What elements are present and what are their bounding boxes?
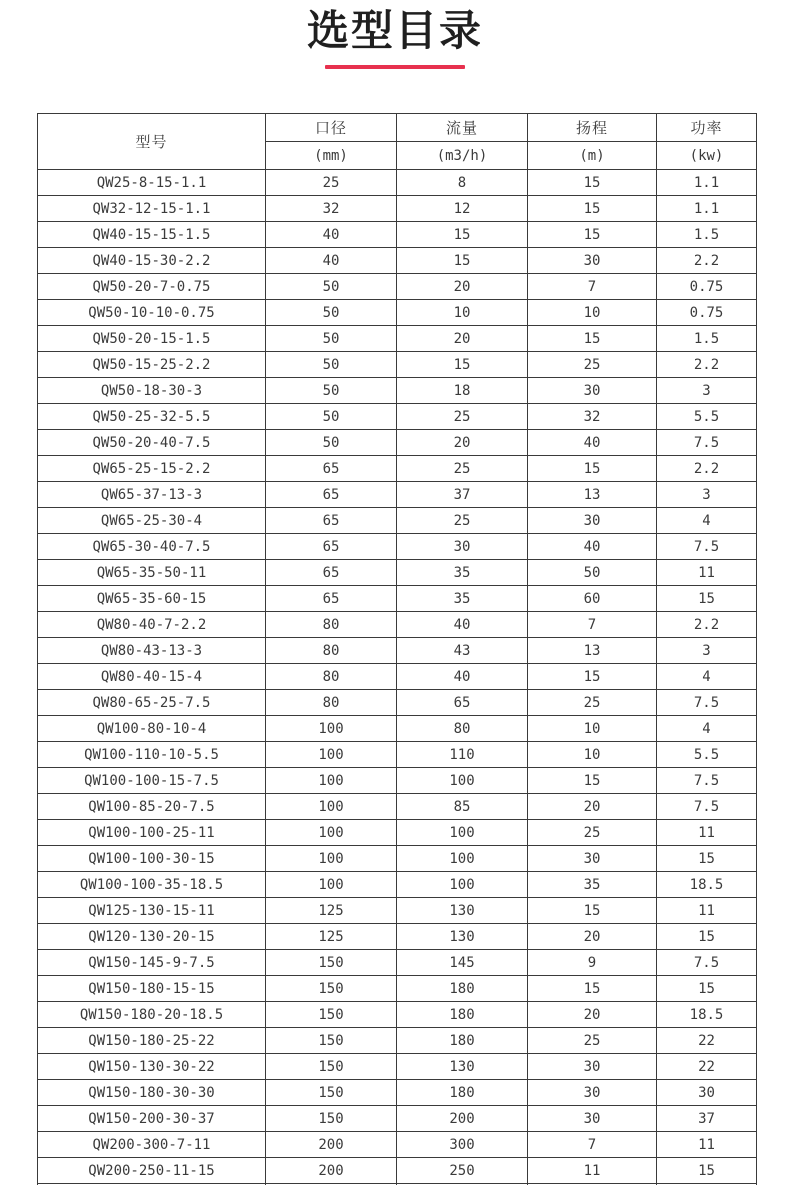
table-row bbox=[38, 248, 757, 274]
power-cell: 1.5 bbox=[657, 222, 757, 248]
table-row bbox=[38, 794, 757, 820]
power-cell: 5.5 bbox=[657, 404, 757, 430]
diameter-cell: 100 bbox=[266, 742, 397, 768]
header-model: 型号 bbox=[38, 114, 266, 170]
table-row bbox=[38, 820, 757, 846]
power-cell: 3 bbox=[657, 638, 757, 664]
power-cell: 22 bbox=[657, 1028, 757, 1054]
power-cell: 1.1 bbox=[657, 196, 757, 222]
flow-cell: 20 bbox=[397, 274, 528, 300]
model-cell: QW50-25-32-5.5 bbox=[38, 404, 266, 430]
flow-cell: 25 bbox=[397, 508, 528, 534]
flow-cell: 35 bbox=[397, 586, 528, 612]
flow-cell: 35 bbox=[397, 560, 528, 586]
head-cell: 30 bbox=[528, 1106, 657, 1132]
model-cell: QW150-200-30-37 bbox=[38, 1106, 266, 1132]
head-cell: 40 bbox=[528, 534, 657, 560]
table-row bbox=[38, 638, 757, 664]
diameter-cell: 40 bbox=[266, 248, 397, 274]
power-cell: 7.5 bbox=[657, 768, 757, 794]
diameter-cell: 65 bbox=[266, 586, 397, 612]
head-cell: 20 bbox=[528, 794, 657, 820]
page-title: 选型目录 bbox=[306, 6, 483, 55]
table-row bbox=[38, 326, 757, 352]
head-cell: 15 bbox=[528, 768, 657, 794]
power-cell: 22 bbox=[657, 1054, 757, 1080]
header-diameter: 口径 bbox=[266, 114, 397, 142]
head-cell: 25 bbox=[528, 1028, 657, 1054]
flow-cell: 25 bbox=[397, 404, 528, 430]
diameter-cell: 65 bbox=[266, 456, 397, 482]
diameter-cell: 25 bbox=[266, 170, 397, 196]
flow-cell: 300 bbox=[397, 1132, 528, 1158]
model-cell: QW80-40-15-4 bbox=[38, 664, 266, 690]
model-cell: QW65-25-15-2.2 bbox=[38, 456, 266, 482]
head-cell: 30 bbox=[528, 1054, 657, 1080]
table-row bbox=[38, 196, 757, 222]
head-cell: 30 bbox=[528, 248, 657, 274]
power-cell: 7.5 bbox=[657, 534, 757, 560]
power-cell: 15 bbox=[657, 976, 757, 1002]
power-cell: 11 bbox=[657, 820, 757, 846]
diameter-cell: 65 bbox=[266, 482, 397, 508]
flow-cell: 250 bbox=[397, 1158, 528, 1184]
model-cell: QW100-100-35-18.5 bbox=[38, 872, 266, 898]
head-cell: 9 bbox=[528, 950, 657, 976]
flow-cell: 180 bbox=[397, 1028, 528, 1054]
table-row bbox=[38, 664, 757, 690]
table-row bbox=[38, 1054, 757, 1080]
power-cell: 1.5 bbox=[657, 326, 757, 352]
table-row bbox=[38, 1028, 757, 1054]
flow-cell: 100 bbox=[397, 872, 528, 898]
power-cell: 4 bbox=[657, 716, 757, 742]
flow-cell: 180 bbox=[397, 976, 528, 1002]
table-row bbox=[38, 586, 757, 612]
flow-cell: 100 bbox=[397, 820, 528, 846]
diameter-cell: 50 bbox=[266, 326, 397, 352]
power-cell: 37 bbox=[657, 1106, 757, 1132]
head-cell: 15 bbox=[528, 898, 657, 924]
flow-cell: 20 bbox=[397, 430, 528, 456]
model-cell: QW100-110-10-5.5 bbox=[38, 742, 266, 768]
power-cell: 7.5 bbox=[657, 430, 757, 456]
flow-cell: 30 bbox=[397, 534, 528, 560]
diameter-cell: 100 bbox=[266, 872, 397, 898]
head-cell: 40 bbox=[528, 430, 657, 456]
flow-cell: 100 bbox=[397, 768, 528, 794]
header-head-unit: (m) bbox=[528, 142, 657, 170]
table-row bbox=[38, 1106, 757, 1132]
header-diameter-unit: (mm) bbox=[266, 142, 397, 170]
flow-cell: 12 bbox=[397, 196, 528, 222]
header-power: 功率 bbox=[657, 114, 757, 142]
diameter-cell: 50 bbox=[266, 274, 397, 300]
head-cell: 30 bbox=[528, 846, 657, 872]
power-cell: 18.5 bbox=[657, 1002, 757, 1028]
model-cell: QW50-20-7-0.75 bbox=[38, 274, 266, 300]
power-cell: 11 bbox=[657, 560, 757, 586]
flow-cell: 25 bbox=[397, 456, 528, 482]
power-cell: 1.1 bbox=[657, 170, 757, 196]
diameter-cell: 150 bbox=[266, 1106, 397, 1132]
diameter-cell: 150 bbox=[266, 1054, 397, 1080]
flow-cell: 20 bbox=[397, 326, 528, 352]
table-row bbox=[38, 378, 757, 404]
head-cell: 15 bbox=[528, 170, 657, 196]
head-cell: 7 bbox=[528, 1132, 657, 1158]
head-cell: 30 bbox=[528, 508, 657, 534]
diameter-cell: 50 bbox=[266, 404, 397, 430]
table-row bbox=[38, 690, 757, 716]
head-cell: 50 bbox=[528, 560, 657, 586]
head-cell: 15 bbox=[528, 664, 657, 690]
power-cell: 2.2 bbox=[657, 352, 757, 378]
head-cell: 60 bbox=[528, 586, 657, 612]
model-cell: QW150-145-9-7.5 bbox=[38, 950, 266, 976]
flow-cell: 130 bbox=[397, 1054, 528, 1080]
flow-cell: 85 bbox=[397, 794, 528, 820]
flow-cell: 100 bbox=[397, 846, 528, 872]
diameter-cell: 80 bbox=[266, 612, 397, 638]
model-cell: QW125-130-15-11 bbox=[38, 898, 266, 924]
diameter-cell: 100 bbox=[266, 716, 397, 742]
model-cell: QW150-180-20-18.5 bbox=[38, 1002, 266, 1028]
flow-cell: 40 bbox=[397, 612, 528, 638]
power-cell: 11 bbox=[657, 1132, 757, 1158]
flow-cell: 15 bbox=[397, 222, 528, 248]
power-cell: 4 bbox=[657, 664, 757, 690]
diameter-cell: 150 bbox=[266, 1028, 397, 1054]
model-cell: QW100-100-30-15 bbox=[38, 846, 266, 872]
head-cell: 15 bbox=[528, 196, 657, 222]
table-row bbox=[38, 768, 757, 794]
table-row bbox=[38, 742, 757, 768]
selection-table bbox=[37, 113, 757, 1185]
diameter-cell: 65 bbox=[266, 508, 397, 534]
diameter-cell: 50 bbox=[266, 378, 397, 404]
diameter-cell: 100 bbox=[266, 820, 397, 846]
table-row bbox=[38, 1080, 757, 1106]
diameter-cell: 150 bbox=[266, 950, 397, 976]
power-cell: 15 bbox=[657, 1158, 757, 1184]
power-cell: 15 bbox=[657, 924, 757, 950]
model-cell: QW150-180-15-15 bbox=[38, 976, 266, 1002]
diameter-cell: 100 bbox=[266, 846, 397, 872]
table-row bbox=[38, 404, 757, 430]
power-cell: 3 bbox=[657, 378, 757, 404]
model-cell: QW65-25-30-4 bbox=[38, 508, 266, 534]
model-cell: QW100-100-25-11 bbox=[38, 820, 266, 846]
diameter-cell: 50 bbox=[266, 352, 397, 378]
model-cell: QW150-180-25-22 bbox=[38, 1028, 266, 1054]
table-row bbox=[38, 300, 757, 326]
head-cell: 35 bbox=[528, 872, 657, 898]
head-cell: 32 bbox=[528, 404, 657, 430]
power-cell: 7.5 bbox=[657, 950, 757, 976]
model-cell: QW120-130-20-15 bbox=[38, 924, 266, 950]
table-header bbox=[38, 114, 757, 170]
power-cell: 15 bbox=[657, 846, 757, 872]
table-row bbox=[38, 456, 757, 482]
head-cell: 10 bbox=[528, 300, 657, 326]
power-cell: 15 bbox=[657, 586, 757, 612]
model-cell: QW65-37-13-3 bbox=[38, 482, 266, 508]
table-row bbox=[38, 352, 757, 378]
model-cell: QW50-15-25-2.2 bbox=[38, 352, 266, 378]
model-cell: QW50-20-15-1.5 bbox=[38, 326, 266, 352]
power-cell: 7.5 bbox=[657, 690, 757, 716]
head-cell: 25 bbox=[528, 820, 657, 846]
head-cell: 13 bbox=[528, 482, 657, 508]
model-cell: QW80-65-25-7.5 bbox=[38, 690, 266, 716]
title-underline bbox=[325, 65, 465, 69]
flow-cell: 18 bbox=[397, 378, 528, 404]
flow-cell: 15 bbox=[397, 248, 528, 274]
diameter-cell: 32 bbox=[266, 196, 397, 222]
head-cell: 7 bbox=[528, 274, 657, 300]
head-cell: 10 bbox=[528, 742, 657, 768]
header-power-unit: (kw) bbox=[657, 142, 757, 170]
table-row bbox=[38, 1002, 757, 1028]
flow-cell: 40 bbox=[397, 664, 528, 690]
model-cell: QW50-10-10-0.75 bbox=[38, 300, 266, 326]
power-cell: 7.5 bbox=[657, 794, 757, 820]
model-cell: QW40-15-30-2.2 bbox=[38, 248, 266, 274]
table-row bbox=[38, 950, 757, 976]
flow-cell: 37 bbox=[397, 482, 528, 508]
flow-cell: 130 bbox=[397, 924, 528, 950]
table-row bbox=[38, 222, 757, 248]
diameter-cell: 150 bbox=[266, 1080, 397, 1106]
model-cell: QW200-300-7-11 bbox=[38, 1132, 266, 1158]
diameter-cell: 80 bbox=[266, 664, 397, 690]
table-row bbox=[38, 170, 757, 196]
diameter-cell: 150 bbox=[266, 1002, 397, 1028]
diameter-cell: 40 bbox=[266, 222, 397, 248]
flow-cell: 15 bbox=[397, 352, 528, 378]
diameter-cell: 80 bbox=[266, 638, 397, 664]
flow-cell: 8 bbox=[397, 170, 528, 196]
diameter-cell: 50 bbox=[266, 300, 397, 326]
diameter-cell: 100 bbox=[266, 794, 397, 820]
table-row bbox=[38, 716, 757, 742]
table-row bbox=[38, 924, 757, 950]
flow-cell: 110 bbox=[397, 742, 528, 768]
flow-cell: 180 bbox=[397, 1002, 528, 1028]
diameter-cell: 200 bbox=[266, 1132, 397, 1158]
model-cell: QW150-130-30-22 bbox=[38, 1054, 266, 1080]
head-cell: 30 bbox=[528, 378, 657, 404]
power-cell: 0.75 bbox=[657, 274, 757, 300]
model-cell: QW32-12-15-1.1 bbox=[38, 196, 266, 222]
model-cell: QW65-30-40-7.5 bbox=[38, 534, 266, 560]
header-head: 扬程 bbox=[528, 114, 657, 142]
power-cell: 5.5 bbox=[657, 742, 757, 768]
head-cell: 7 bbox=[528, 612, 657, 638]
table-row bbox=[38, 560, 757, 586]
diameter-cell: 200 bbox=[266, 1158, 397, 1184]
model-cell: QW65-35-50-11 bbox=[38, 560, 266, 586]
model-cell: QW80-40-7-2.2 bbox=[38, 612, 266, 638]
model-cell: QW40-15-15-1.5 bbox=[38, 222, 266, 248]
table-row bbox=[38, 1132, 757, 1158]
power-cell: 11 bbox=[657, 898, 757, 924]
flow-cell: 80 bbox=[397, 716, 528, 742]
head-cell: 11 bbox=[528, 1158, 657, 1184]
head-cell: 30 bbox=[528, 1080, 657, 1106]
header-row-labels bbox=[38, 114, 757, 142]
table-row bbox=[38, 508, 757, 534]
flow-cell: 145 bbox=[397, 950, 528, 976]
diameter-cell: 100 bbox=[266, 768, 397, 794]
table-row bbox=[38, 534, 757, 560]
table-body bbox=[38, 170, 757, 1185]
power-cell: 2.2 bbox=[657, 612, 757, 638]
flow-cell: 200 bbox=[397, 1106, 528, 1132]
flow-cell: 130 bbox=[397, 898, 528, 924]
table-row bbox=[38, 274, 757, 300]
flow-cell: 65 bbox=[397, 690, 528, 716]
head-cell: 15 bbox=[528, 456, 657, 482]
header-flow-unit: (m3/h) bbox=[397, 142, 528, 170]
flow-cell: 180 bbox=[397, 1080, 528, 1106]
power-cell: 0.75 bbox=[657, 300, 757, 326]
head-cell: 10 bbox=[528, 716, 657, 742]
diameter-cell: 125 bbox=[266, 898, 397, 924]
header-flow: 流量 bbox=[397, 114, 528, 142]
table-row bbox=[38, 976, 757, 1002]
head-cell: 25 bbox=[528, 352, 657, 378]
head-cell: 20 bbox=[528, 1002, 657, 1028]
table-row bbox=[38, 872, 757, 898]
flow-cell: 43 bbox=[397, 638, 528, 664]
model-cell: QW65-35-60-15 bbox=[38, 586, 266, 612]
table-row bbox=[38, 898, 757, 924]
model-cell: QW150-180-30-30 bbox=[38, 1080, 266, 1106]
table-row bbox=[38, 612, 757, 638]
model-cell: QW100-85-20-7.5 bbox=[38, 794, 266, 820]
model-cell: QW80-43-13-3 bbox=[38, 638, 266, 664]
head-cell: 15 bbox=[528, 976, 657, 1002]
table-row bbox=[38, 846, 757, 872]
table-row bbox=[38, 482, 757, 508]
diameter-cell: 65 bbox=[266, 560, 397, 586]
power-cell: 18.5 bbox=[657, 872, 757, 898]
model-cell: QW25-8-15-1.1 bbox=[38, 170, 266, 196]
table-row bbox=[38, 430, 757, 456]
model-cell: QW50-20-40-7.5 bbox=[38, 430, 266, 456]
head-cell: 15 bbox=[528, 326, 657, 352]
power-cell: 3 bbox=[657, 482, 757, 508]
power-cell: 2.2 bbox=[657, 456, 757, 482]
head-cell: 25 bbox=[528, 690, 657, 716]
flow-cell: 10 bbox=[397, 300, 528, 326]
model-cell: QW100-100-15-7.5 bbox=[38, 768, 266, 794]
diameter-cell: 80 bbox=[266, 690, 397, 716]
diameter-cell: 50 bbox=[266, 430, 397, 456]
model-cell: QW200-250-11-15 bbox=[38, 1158, 266, 1184]
model-cell: QW50-18-30-3 bbox=[38, 378, 266, 404]
head-cell: 15 bbox=[528, 222, 657, 248]
head-cell: 13 bbox=[528, 638, 657, 664]
head-cell: 20 bbox=[528, 924, 657, 950]
diameter-cell: 65 bbox=[266, 534, 397, 560]
power-cell: 30 bbox=[657, 1080, 757, 1106]
diameter-cell: 125 bbox=[266, 924, 397, 950]
model-cell: QW100-80-10-4 bbox=[38, 716, 266, 742]
power-cell: 2.2 bbox=[657, 248, 757, 274]
table-row bbox=[38, 1158, 757, 1184]
power-cell: 4 bbox=[657, 508, 757, 534]
diameter-cell: 150 bbox=[266, 976, 397, 1002]
